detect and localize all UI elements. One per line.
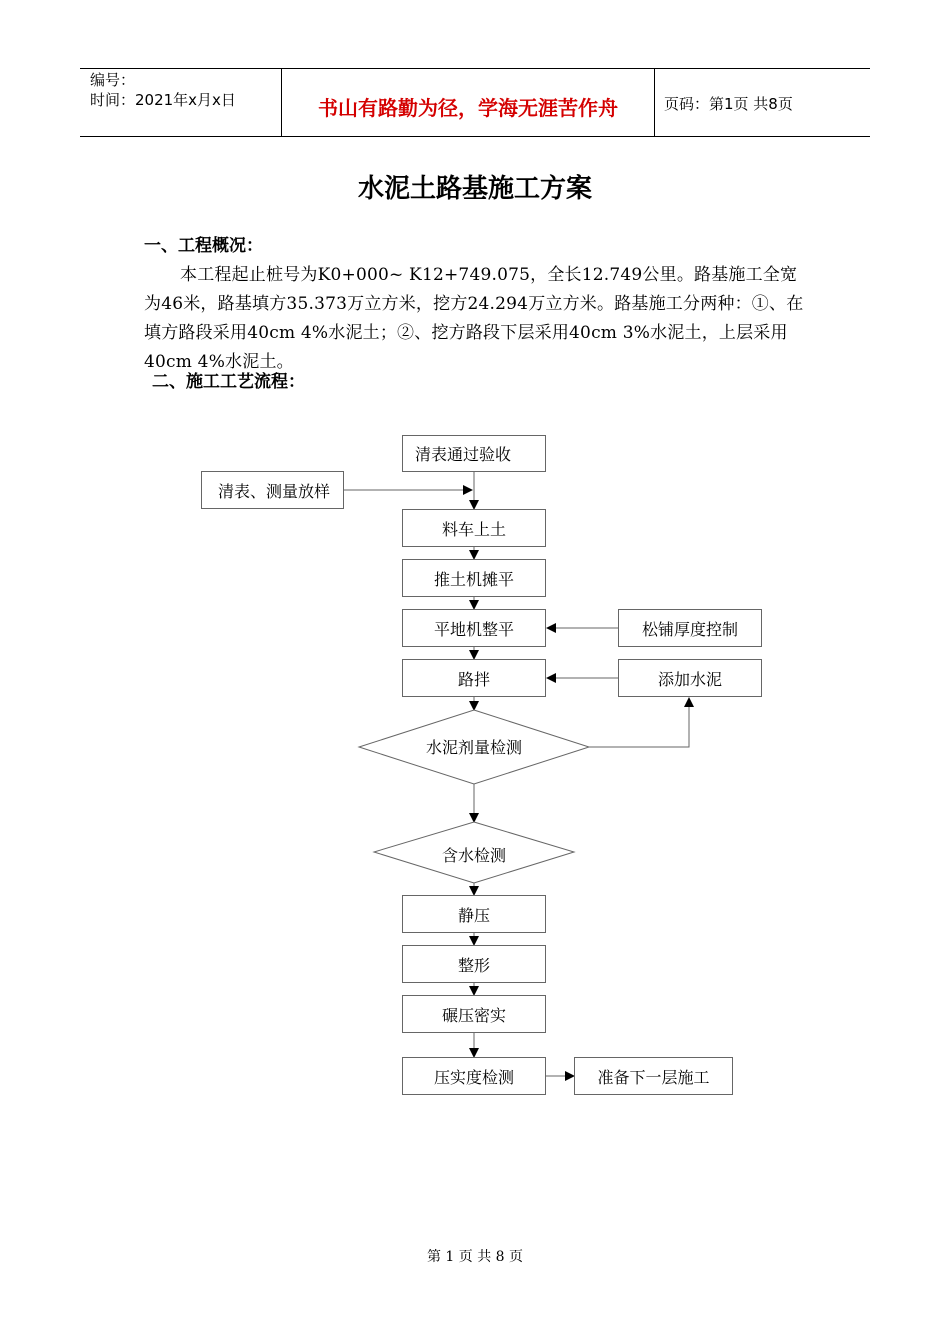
step-shaping: 整形 bbox=[402, 945, 546, 983]
section-body-overview: 本工程起止桩号为K0+000~ K12+749.075，全长12.749公里。路基施工全宽为46米，路基填方35.373万立方米，挖方24.294万立方米。路基施工分两种：①、在填方路段采用40cm 4%水泥土；②、挖方路段下层采用40cm 3%水泥土，上层采用40cm 4%水泥土。 bbox=[144, 265, 804, 372]
section-heading-overview: 一、工程概况： bbox=[144, 236, 263, 256]
page-number-label: 页码：第1页 共8页 bbox=[664, 95, 793, 113]
step-bulldoze: 推土机摊平 bbox=[402, 559, 546, 597]
page-footer: 第 1 页 共 8 页 bbox=[426, 1249, 524, 1265]
section-heading-process: 二、施工工艺流程： bbox=[152, 372, 305, 392]
header-motto: 书山有路勤为径，学海无涯苦作舟 bbox=[318, 96, 618, 120]
step-density-test: 压实度检测 bbox=[402, 1057, 546, 1095]
step-compaction: 碾压密实 bbox=[402, 995, 546, 1033]
decision-moisture-test: 含水检测 bbox=[441, 846, 506, 865]
document-title: 水泥土路基施工方案 bbox=[357, 174, 592, 204]
decision-cement-test: 水泥剂量检测 bbox=[425, 738, 522, 757]
step-load-soil: 料车上土 bbox=[402, 509, 546, 547]
doc-time-label: 时间：2021年x月x日 bbox=[90, 91, 236, 109]
step-add-cement: 添加水泥 bbox=[618, 659, 762, 697]
step-grade: 平地机整平 bbox=[402, 609, 546, 647]
step-clear-survey: 清表、测量放样 bbox=[201, 471, 344, 509]
step-loose-thickness: 松铺厚度控制 bbox=[618, 609, 762, 647]
step-clear-accept: 清表通过验收 bbox=[402, 435, 546, 472]
step-road-mix: 路拌 bbox=[402, 659, 546, 697]
step-next-layer: 准备下一层施工 bbox=[574, 1057, 733, 1095]
doc-number-label: 编号： bbox=[90, 71, 136, 89]
step-static-press: 静压 bbox=[402, 895, 546, 933]
